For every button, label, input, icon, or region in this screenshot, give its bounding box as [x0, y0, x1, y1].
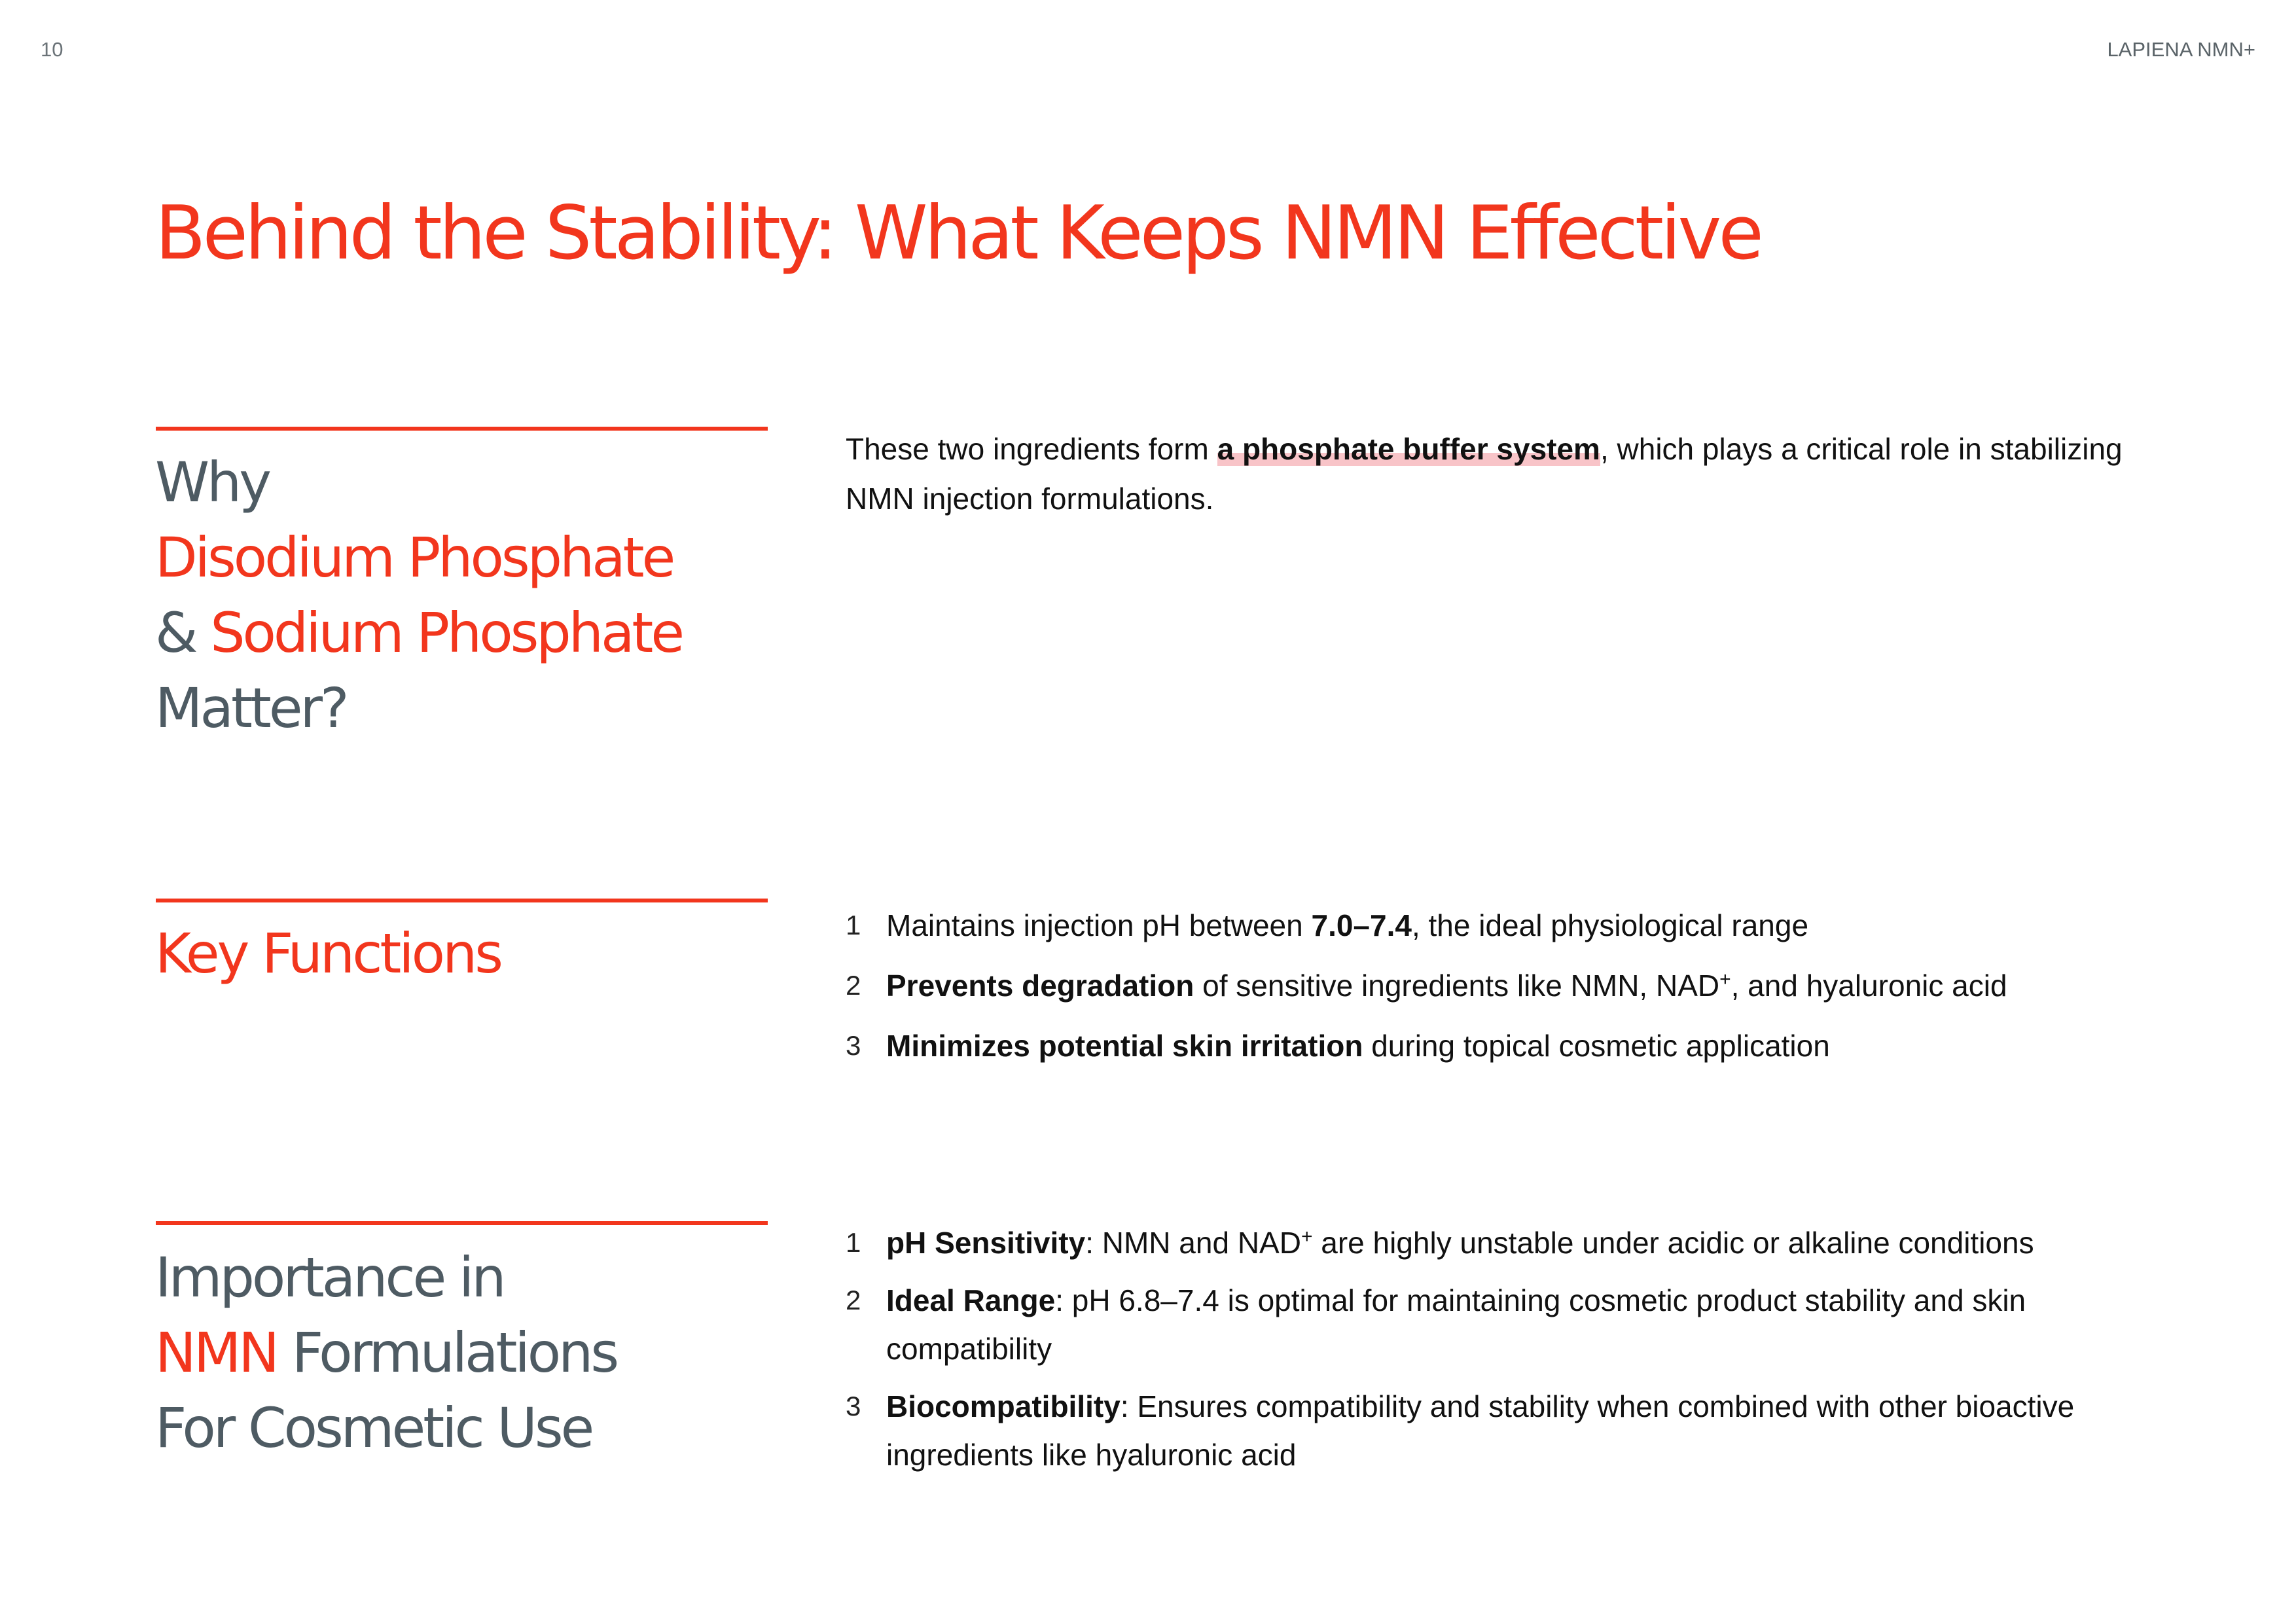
paragraph [846, 424, 2155, 524]
heading-accent: NMN [155, 1321, 278, 1385]
bold-text: Minimizes potential skin irritation [886, 1029, 1363, 1063]
bold-text: Biocompatibility [886, 1389, 1121, 1423]
heading-line: Why [155, 450, 270, 514]
heading-amp: & [155, 601, 211, 665]
bold-text: pH Sensitivity [886, 1226, 1086, 1260]
bold-text: 7.0–7.4 [1311, 908, 1412, 942]
heading-line: Matter? [155, 676, 347, 740]
text-run: , which plays a critical role in stabilizing NMN injection formulations. [846, 432, 2123, 516]
heading-accent: Key Functions [155, 921, 501, 986]
list-item [846, 1016, 2155, 1076]
section-heading-why [155, 445, 682, 746]
text-run: , and hyaluronic acid [1731, 969, 2007, 1003]
list-item [846, 1219, 2122, 1267]
list-number: 2 [846, 970, 861, 1001]
bold-text: Ideal Range [886, 1283, 1056, 1317]
brand-label: LAPIENA NMN+ [2107, 38, 2255, 61]
importance-list [846, 1219, 2122, 1479]
text-run: are highly unstable under acidic or alkaline conditions [1312, 1226, 2034, 1260]
key-functions-list [846, 895, 2155, 1076]
list-number: 1 [846, 1227, 861, 1258]
heading-line: Importance in [155, 1245, 504, 1310]
section-heading-key-functions [155, 916, 501, 991]
bold-text: Prevents degradation [886, 969, 1194, 1003]
heading-accent: Disodium Phosphate [155, 526, 673, 590]
list-number: 3 [846, 1391, 861, 1421]
section-rule-why [156, 427, 768, 431]
text-run: : NMN and NAD [1085, 1226, 1301, 1260]
list-number: 3 [846, 1030, 861, 1061]
list-item [846, 955, 2155, 1016]
section-body-why [846, 424, 2155, 524]
text-run: , the ideal physiological range [1411, 908, 1809, 942]
list-number: 2 [846, 1285, 861, 1315]
text-run: of sensitive ingredients like NMN, NAD [1194, 969, 1720, 1003]
heading-line: For Cosmetic Use [155, 1396, 592, 1460]
list-item [846, 895, 2155, 955]
text-run: : Ensures compatibility and stability when combined with other bioactive ingredients like hyaluronic acid [886, 1389, 2075, 1472]
text-run: Maintains injection pH between [886, 908, 1312, 942]
list-number: 1 [846, 910, 861, 940]
list-item [846, 1276, 2122, 1373]
section-rule-key-functions [156, 899, 768, 902]
section-rule-importance [156, 1221, 768, 1225]
heading-accent: Sodium Phosphate [210, 601, 683, 665]
list-item [846, 1382, 2122, 1479]
page-title: Behind the Stability: What Keeps NMN Effective [155, 190, 1761, 276]
text-run: These two ingredients form [846, 432, 1217, 466]
superscript: + [1300, 1226, 1313, 1247]
page-number: 10 [41, 38, 63, 61]
section-heading-importance [155, 1240, 617, 1466]
text-run: during topical cosmetic application [1363, 1029, 1830, 1063]
heading-line: Formulations [277, 1321, 617, 1385]
text-run: : pH 6.8–7.4 is optimal for maintaining cosmetic product stability and skin compatibility [886, 1283, 2026, 1366]
highlighted-term: a phosphate buffer system [1217, 432, 1600, 466]
superscript: + [1719, 969, 1731, 990]
